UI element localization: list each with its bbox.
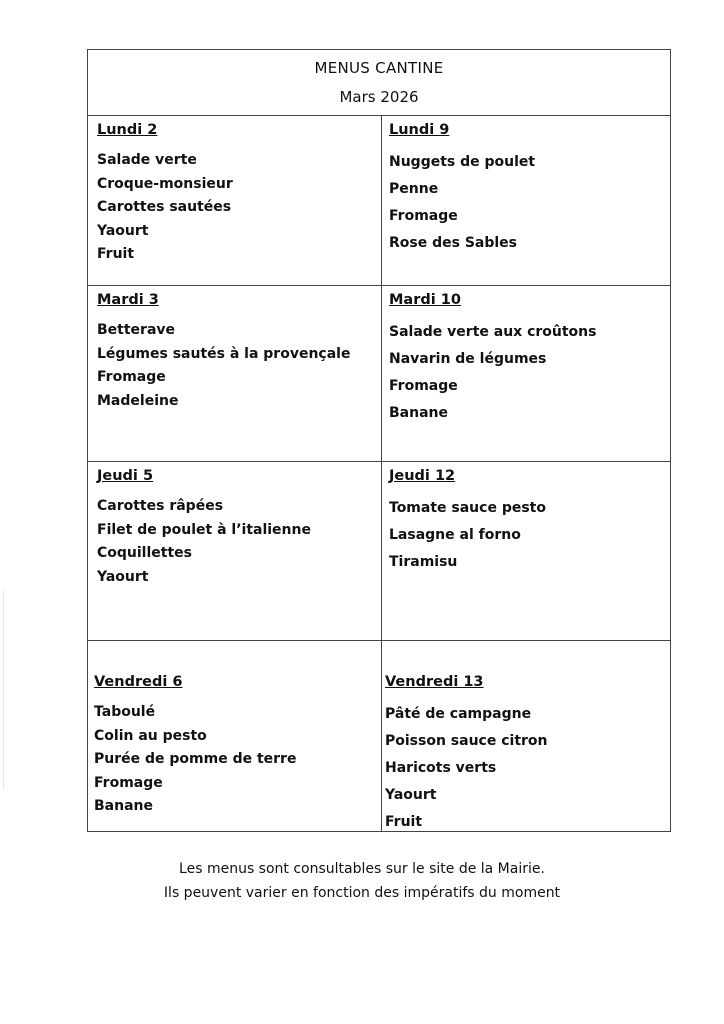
dish-item: Salade verte aux croûtons bbox=[389, 324, 597, 340]
menu-cell-lundi-9 bbox=[389, 120, 535, 257]
day-label: Jeudi 5 bbox=[97, 468, 154, 484]
day-label: Jeudi 12 bbox=[389, 468, 456, 484]
row-divider bbox=[88, 640, 670, 641]
dish-item: Fruit bbox=[385, 814, 423, 830]
dish-item: Carottes râpées bbox=[97, 498, 224, 514]
row-divider bbox=[88, 285, 670, 286]
menu-table bbox=[87, 49, 671, 832]
day-label: Vendredi 13 bbox=[385, 674, 484, 690]
dish-item: Légumes sautés à la provençale bbox=[97, 345, 351, 362]
dish-list bbox=[385, 701, 548, 836]
dish-item: Coquillettes bbox=[97, 545, 192, 561]
footer-line-2: Ils peuvent varier en fonction des impératifs du moment bbox=[163, 885, 561, 901]
day-label: Mardi 10 bbox=[389, 292, 461, 308]
dish-item: Lasagne al forno bbox=[389, 527, 521, 543]
day-label: Lundi 9 bbox=[389, 122, 450, 138]
menu-cell-mardi-10 bbox=[389, 290, 596, 427]
dish-item: Fromage bbox=[389, 208, 458, 224]
dish-item: Fromage bbox=[94, 774, 163, 791]
row-divider bbox=[88, 461, 670, 462]
dish-item: Fromage bbox=[389, 378, 458, 394]
column-divider bbox=[381, 115, 382, 831]
dish-item: Haricots verts bbox=[385, 760, 497, 776]
dish-item: Colin au pesto bbox=[94, 727, 207, 744]
dish-item: Croque-monsieur bbox=[97, 175, 233, 192]
dish-item: Nuggets de poulet bbox=[389, 154, 536, 170]
dish-item: Betterave bbox=[97, 322, 176, 338]
dish-item: Yaourt bbox=[97, 222, 149, 239]
menu-cell-jeudi-12 bbox=[389, 466, 546, 576]
dish-item: Penne bbox=[389, 181, 439, 197]
dish-item: Navarin de légumes bbox=[389, 351, 547, 367]
table-header bbox=[88, 50, 670, 116]
dish-item: Carottes sautées bbox=[97, 199, 232, 215]
menu-cell-vendredi-13 bbox=[385, 672, 548, 836]
day-label: Vendredi 6 bbox=[94, 674, 183, 690]
menu-cell-jeudi-5 bbox=[97, 466, 311, 589]
dish-list bbox=[97, 495, 311, 589]
dish-item: Pâté de campagne bbox=[385, 706, 532, 722]
menu-title: MENUS CANTINE bbox=[314, 59, 444, 77]
dish-list bbox=[389, 149, 535, 257]
dish-list bbox=[94, 701, 296, 819]
dish-item: Yaourt bbox=[385, 787, 437, 803]
footer-note bbox=[0, 857, 724, 905]
dish-item: Yaourt bbox=[97, 568, 149, 585]
dish-item: Poisson sauce citron bbox=[385, 733, 548, 749]
dish-item: Fruit bbox=[97, 246, 135, 262]
menu-month: Mars 2026 bbox=[339, 88, 419, 106]
dish-item: Madeleine bbox=[97, 392, 179, 409]
dish-item: Salade verte bbox=[97, 152, 197, 168]
day-label: Mardi 3 bbox=[97, 292, 159, 308]
dish-list bbox=[389, 495, 546, 576]
dish-item: Purée de pomme de terre bbox=[94, 751, 297, 767]
dish-item: Fromage bbox=[97, 369, 166, 385]
dish-list bbox=[97, 149, 233, 267]
menu-cell-mardi-3 bbox=[97, 290, 350, 413]
dish-list bbox=[389, 319, 596, 427]
footer-line-1: Les menus sont consultables sur le site de la Mairie. bbox=[179, 861, 545, 877]
dish-item: Rose des Sables bbox=[389, 235, 518, 251]
menu-cell-lundi-2 bbox=[97, 120, 233, 267]
dish-item: Taboulé bbox=[94, 704, 156, 720]
dish-item: Tiramisu bbox=[389, 554, 458, 570]
dish-item: Filet de poulet à l’italienne bbox=[97, 521, 311, 538]
dish-item: Banane bbox=[389, 405, 448, 421]
scan-edge-mark bbox=[3, 590, 4, 790]
dish-item: Tomate sauce pesto bbox=[389, 500, 546, 516]
dish-list bbox=[97, 319, 350, 413]
dish-item: Banane bbox=[94, 798, 153, 814]
day-label: Lundi 2 bbox=[97, 122, 158, 138]
menu-cell-vendredi-6 bbox=[94, 672, 296, 819]
